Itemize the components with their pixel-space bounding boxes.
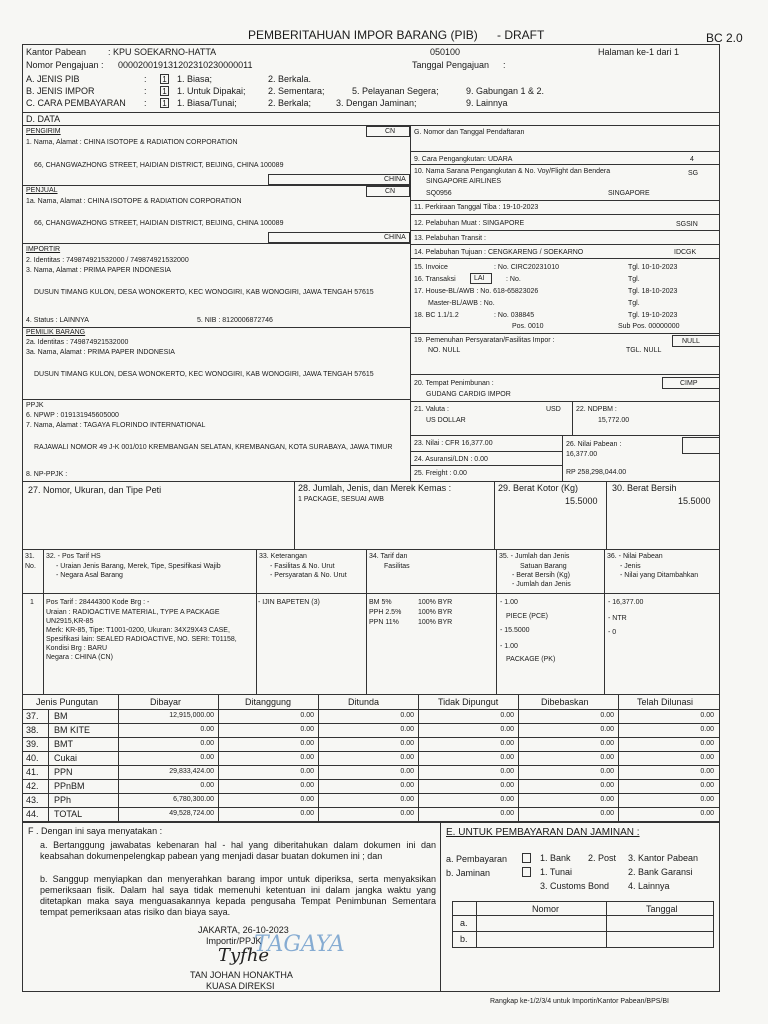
item-no: 1 — [30, 599, 34, 606]
jenis-impor-opt-9: 9. Gabungan 1 & 2. — [466, 86, 545, 96]
items-col-no: 31. — [25, 553, 35, 560]
tax-row-value: 6,780,300.00 — [173, 796, 214, 803]
items-col-negara: - Negara Asal Barang — [56, 572, 123, 579]
tax-head-ditunda: Ditunda — [348, 697, 380, 707]
invoice-date: Tgl. 10-10-2023 — [628, 264, 678, 271]
peti-label: 27. Nomor, Ukuran, dan Tipe Peti — [28, 485, 162, 495]
cara-opt-2: 2. Berkala; — [268, 98, 312, 108]
transaksi-label: 16. Transaksi — [414, 276, 456, 283]
payment-opt-kantor: 3. Kantor Pabean — [628, 853, 699, 863]
tax-row-value: 0.00 — [700, 712, 714, 719]
cara-box: 1 — [160, 98, 169, 108]
page-number: Halaman ke-1 dari 1 — [598, 47, 680, 57]
item-pos-tarif: Pos Tarif : 28444300 Kode Brg : - — [46, 599, 150, 606]
tax-head-dibebaskan: Dibebaskan — [541, 697, 589, 707]
tax-row-value: 0.00 — [400, 712, 414, 719]
items-col-uraian: - Uraian Jenis Barang, Merek, Tipe, Spesifikasi Wajib — [56, 563, 221, 570]
sarana-flag-code: SG — [688, 170, 699, 177]
ppjk-name: 7. Nama, Alamat : TAGAYA FLORINDO INTERNATIONAL — [26, 422, 206, 429]
item-desc-6: Negara : CHINA (CN) — [46, 654, 113, 661]
jaminan-opt-bank-garansi: 2. Bank Garansi — [628, 867, 693, 877]
tax-row-value: 0.00 — [300, 726, 314, 733]
tax-row-value: 0.00 — [300, 796, 314, 803]
tax-row-value: 0.00 — [300, 810, 314, 817]
ppjk-address: RAJAWALI NOMOR 49 J-K 001/010 KREMBANGAN SELATAN, KREMBANGAN, KOTA SURABAYA, JAWA TIMUR — [34, 444, 393, 451]
tax-row-value: 0.00 — [400, 740, 414, 747]
tax-row-number: 40. — [26, 753, 39, 763]
tax-row-value: 0.00 — [700, 768, 714, 775]
transaksi-no: : No. — [506, 276, 521, 283]
bc11-subpos: Sub Pos. 00000000 — [618, 323, 680, 330]
tax-row-number: 43. — [26, 795, 39, 805]
pemenuhan-label: 19. Pemenuhan Persyaratan/Fasilitas Impor : — [414, 337, 555, 344]
items-col-fasilitas: - Fasilitas & No. Urut — [270, 563, 335, 570]
tax-head-ditanggung: Ditanggung — [245, 697, 292, 707]
pemenuhan-no: NO. NULL — [428, 347, 461, 354]
jenis-pib-opt-2: 2. Berkala. — [268, 74, 312, 84]
penimbunan-label: 20. Tempat Penimbunan : — [414, 380, 494, 387]
items-col-berat: - Berat Bersih (Kg) — [512, 572, 570, 579]
item-desc-2: UN2915,KR-85 — [46, 618, 94, 625]
penjual-heading: PENJUAL — [26, 187, 58, 194]
pib-document: PEMBERITAHUAN IMPOR BARANG (PIB) - DRAFT BC 2.0 Kantor Pabean : KPU SOEKARNO-HATTA 050100 Halaman ke-1 dari 1 Nomor Pengajuan : 000020019131202310230000011 Tanggal Pengajuan : A. JENIS PIB : 1 1. Biasa; 2. Berkala. B. JENIS IMPOR : 1 1. Untuk Dipakai; 2. Sementara; 5. Pelayanan Segera; 9. Gabungan 1 & 2. C. CARA PEMBAYARAN : 1 1. Biasa/Tunai; 2. Berkala; 3. Dengan Jaminan; 9. Lainnya D. DATA PENGIRIM CN 1. Nama, Alamat : CHINA ISOTOPE & RADIATION CORPORATION 66, CHANGWAZHONG STREET, HAIDIAN DISTRICT, BEIJING, CHINA 100089 CHINA PENJUAL CN 1a. Nama, Alamat : CHINA ISOTOPE & RADIATION CORPORATION 66, CHANGWAZHONG STREET, HAIDIAN DISTRICT, BEIJING, CHINA 100089 CHINA IMPORTIR 2. Identitas : 749874921532000 / 749874921532000 3. Nama, Alamat : PRIMA PAPER INDONESIA DUSUN TIMANG KULON, DESA WONOKERTO, KEC WONOGIRI, KAB WONOGIRI, JAWA TENGAH 57615 4. Status : LAINNYA 5. NIB : 8120006872746 PEMILIK BARANG 2a. Identitas : 749874921532000 3a. Nama, Alamat : PRIMA PAPER INDONESIA DUSUN TIMANG KULON, DESA WONOKERTO, KEC WONOGIRI, KAB WONOGIRI, JAWA TENGAH 57615 PPJK 6. NPWP : 019131945605000 7. Nama, Alamat : TAGAYA FLORINDO INTERNATIONAL RAJAWALI NOMOR 49 J-K 001/010 KREMBANGAN SELATAN, KREMBANGAN, KOTA SURABAYA, JAWA TIMUR 8. NP-PPJK : G. Nomor dan Tanggal Pendaftaran 9. Cara Pengangkutan: UDARA 4 10. Nama Sarana Pengangkutan & No. Voy/Flight dan Bendera SG SINGAPORE AIRLINES SQ0956 SINGAPORE 11. Perkiraan Tanggal Tiba : 19-10-2023 12. Pelabuhan Muat : SINGAPORE SGSIN 13. Pelabuhan Transit : 14. Pelabuhan Tujuan : CENGKARENG / SOEKARNO IDCGK 15. Invoice : No. CIRC20231010 Tgl. 10-10-2023 16. Transaksi LAI : No. Tgl. 17. House-BL/AWB : No. 618-65823026 Tgl. 18-10-2023 Master-BL/AWB : No. Tgl. 18. BC 1.1/1.2 : No. 038845 Tgl. 19-10-2023 Pos. 0010 Sub Pos. 00000000 19. Pemenuhan Persyaratan/Fasilitas Impor : NULL NO. NULL TGL. NULL 20. Tempat Penimbunan : CIMP GUDANG CARDIG IMPOR 21. Valuta : USD US DOLLAR 22. NDPBM : 15,772.00 23. Nilai : CFR 16,377.00 26. Nilai Pabean : 16,377.00 24. Asuransi/LDN : 0.00 25. Freight : 0.00 RP 258,298,044.00 27. Nomor, Ukuran, dan Tipe Peti 28. Jumlah, Jenis, dan Merek Kemas : 1 PACKAGE, SESUAI AWB 29. Berat Kotor (Kg) 15.5000 30. Berat Bersih 15.5000 31. No. 32. - Pos Tarif HS - Uraian Jenis Barang, Merek, Tipe, Spesifikasi Wajib - Negara Asal Barang 33. Keterangan - Fasilitas & No. Urut - Persyaratan & No. Urut 34. Tarif dan Fasilitas 35. - Jumlah dan Jenis Satuan Barang - Berat Bersih (Kg) - Jumlah dan Jenis 36. - Nilai Pabean - Jenis - Nilai yang Ditambahkan 1 Pos Tarif : 28444300 Kode Brg : - Uraian : RADIOACTIVE MATERIAL, TYPE A PACKAGE UN2915,KR-85 Merk: KR-85, Tipe: T1001-0200, Ukuran: 34X29X43 CASE, Spesifikasi lain: SEALED RADIOACTIVE, NO. SERI: T01158, Kondisi Brg : BARU Negara : CHINA (CN) - IJIN BAPETEN (3) BM 5% 100% BYR PPH 2.5% 100% BYR PPN 11% 100% BYR - 1.00 PIECE (PCE) - 15.5000 - 1.00 PACKAGE (PK) - 16,377.00 - NTR - 0 Jenis Pungutan Dibayar Ditanggung Ditunda Tidak Dipungut Dibebaskan Telah Dilunasi 37. BM 12,915,000.00 0.00 0.00 0.00 0.00 0.00 38. BM KITE 0.00 0.00 0.00 0.00 0.00 0.00 39. BMT 0.00 0.00 0.00 0.00 0.00 0.00 40. Cukai 0.00 0.00 0.00 0.00 0.00 0.00 41. PPN 29,833,424.00 0.00 0.00 0.00 0.00 0.00 42. PPnBM 0.00 0.00 0.00 0.00 0.00 0.00 43. PPh 6,780,300.00 0.00 0.00 0.00 0.00 0.00 44. TOTAL 49,528,724.00 0.00 0.00 0.00 0.00 0.00 F . Dengan ini saya menyatakan : a. Bertanggung jawabatas kebenaran hal - hal yang diberitahukan dalam dokumen ini dan keabsahan dokumenpelengkap pabean yang menjadi dasar buatan dokumen ini ; dan b. Sanggup menyiapkan dan menyerahkan barang impor untuk diperiksa, serta menyaksikan pemeriksaan fisik. Dalam hal saya tidak memenuhi ketentuan ini dalam jangka waktu yang ditetapkan maka saya menguasakannya kepada pengusaha Tempat Penimbunan Sementara tempat pemeriksaan atas risiko dan biaya saya. JAKARTA, 26-10-2023 Importir/PPJK TAGAYA Tyfhe TAN JOHAN HONAKTHA KUASA DIREKSI E. UNTUK PEMBAYARAN DAN JAMINAN : a. Pembayaran 1. Bank 2. Post 3. Kantor Pabean b. Jaminan 1. Tunai 2. Bank Garansi 3. Customs Bond 4. Lainnya Nomor Tanggal a. b. Rangkap ke-1/2/3/4 untuk Importir/Kantor Pabean/BPS/BI — [0, 0, 768, 1024]
payment-table-nomor: Nomor — [532, 904, 560, 914]
pemilik-identitas: 2a. Identitas : 749874921532000 — [26, 339, 129, 346]
tax-row-value: 0.00 — [600, 754, 614, 761]
tax-head-telah-dilunasi: Telah Dilunasi — [637, 697, 694, 707]
jaminan-label: b. Jaminan — [446, 868, 491, 878]
tax-row-value: 0.00 — [300, 754, 314, 761]
tanggal-label: Tanggal Pengajuan — [412, 60, 490, 70]
tax-row-value: 0.00 — [400, 810, 414, 817]
tax-row-value: 0.00 — [400, 754, 414, 761]
ndpbm-value: 15,772.00 — [598, 417, 630, 424]
tax-row-name: PPnBM — [54, 781, 85, 791]
payment-table-tanggal: Tanggal — [646, 904, 678, 914]
transaksi-date: Tgl. — [628, 276, 640, 283]
items-col-ditambahkan: - Nilai yang Ditambahkan — [620, 572, 699, 579]
penimbunan-value: GUDANG CARDIG IMPOR — [426, 391, 511, 398]
tax-row-value: 0.00 — [700, 810, 714, 817]
tax-row-value: 0.00 — [500, 768, 514, 775]
kantor-code: 050100 — [430, 47, 461, 57]
tax-row-name: BMT — [54, 739, 73, 749]
cara-opt-3: 3. Dengan Jaminan; — [336, 98, 417, 108]
tax-row-value: 0.00 — [500, 726, 514, 733]
sarana-label: 10. Nama Sarana Pengangkutan & No. Voy/Flight dan Bendera — [414, 168, 611, 175]
items-col-jenis: - Jenis — [620, 563, 641, 570]
invoice-label: 15. Invoice — [414, 264, 448, 271]
pengirim-heading: PENGIRIM — [26, 128, 61, 135]
importir-name: 3. Nama, Alamat : PRIMA PAPER INDONESIA — [26, 267, 171, 274]
company-stamp: TAGAYA — [254, 932, 345, 957]
tax-row-value: 49,528,724.00 — [169, 810, 214, 817]
item-desc-1: Uraian : RADIOACTIVE MATERIAL, TYPE A PACKAGE — [46, 609, 220, 616]
tax-row-value: 0.00 — [600, 810, 614, 817]
tax-row-value: 0.00 — [400, 768, 414, 775]
tax-row-value: 0.00 — [600, 796, 614, 803]
tax-row-value: 0.00 — [300, 740, 314, 747]
pemenuhan-code: NULL — [682, 338, 700, 345]
tax-head-tidak-dipungut: Tidak Dipungut — [438, 697, 499, 707]
jenis-impor-box: 1 — [160, 86, 169, 96]
penjual-country: CHINA — [384, 234, 406, 241]
nilai-cfr: 23. Nilai : CFR 16,377.00 — [414, 440, 493, 447]
tax-row-value: 0.00 — [600, 726, 614, 733]
signer-title: KUASA DIREKSI — [206, 981, 275, 991]
importir-address: DUSUN TIMANG KULON, DESA WONOKERTO, KEC WONOGIRI, KAB WONOGIRI, JAWA TENGAH 57615 — [34, 289, 374, 296]
tax-row-value: 0.00 — [500, 754, 514, 761]
item-qty-unit: PIECE (PCE) — [506, 613, 549, 620]
pengirim-code: CN — [385, 128, 396, 135]
pengirim-country: CHINA — [384, 176, 406, 183]
item-desc-3: Merk: KR-85, Tipe: T1001-0200, Ukuran: 34X29X43 CASE, — [46, 627, 230, 634]
payment-opt-bank: 1. Bank — [540, 853, 571, 863]
payment-table-row-a: a. — [460, 918, 468, 928]
kemas-label: 28. Jumlah, Jenis, dan Merek Kemas : — [298, 483, 452, 493]
sarana-flag: SINGAPORE — [608, 190, 650, 197]
item-tarif-2-fas: 100% BYR — [418, 609, 453, 616]
berat-kotor-label: 29. Berat Kotor (Kg) — [498, 483, 579, 493]
pelabuhan-tujuan: 14. Pelabuhan Tujuan : CENGKARENG / SOEKARNO — [414, 249, 584, 256]
payment-title: E. UNTUK PEMBAYARAN DAN JAMINAN : — [446, 827, 640, 838]
item-net-weight: - 15.5000 — [500, 627, 530, 634]
tax-row-value: 29,833,424.00 — [169, 768, 214, 775]
item-tarif-2: PPH 2.5% — [369, 609, 402, 616]
cara-opt-9: 9. Lainnya — [466, 98, 508, 108]
bc11-date: Tgl. 19-10-2023 — [628, 312, 678, 319]
tax-row-value: 0.00 — [500, 712, 514, 719]
items-col-tarif-sub: Fasilitas — [384, 563, 410, 570]
kantor-label: Kantor Pabean — [26, 47, 87, 57]
tax-row-value: 0.00 — [700, 754, 714, 761]
tax-row-name: PPN — [54, 767, 73, 777]
valuta-label: 21. Valuta : — [414, 406, 449, 413]
sign-role: Importir/PPJK — [206, 936, 262, 946]
sign-place-date: JAKARTA, 26-10-2023 — [198, 925, 289, 935]
tax-row-value: 0.00 — [500, 782, 514, 789]
nilai-pabean-label: 26. Nilai Pabean : — [566, 441, 622, 448]
tax-row-value: 0.00 — [600, 740, 614, 747]
item-pkg-qty: - 1.00 — [500, 643, 518, 650]
pelabuhan-muat-code: SGSIN — [676, 221, 698, 228]
payment-label: a. Pembayaran — [446, 854, 508, 864]
tax-row-number: 39. — [26, 739, 39, 749]
pelabuhan-muat: 12. Pelabuhan Muat : SINGAPORE — [414, 220, 525, 227]
items-col-no-sub: No. — [25, 563, 36, 570]
item-nilai-pabean: - 16,377.00 — [608, 599, 644, 606]
tax-row-value: 0.00 — [500, 810, 514, 817]
nomor-label: Nomor Pengajuan : — [26, 60, 104, 70]
freight: 25. Freight : 0.00 — [414, 470, 467, 477]
tax-row-value: 12,915,000.00 — [169, 712, 214, 719]
sarana-flight: SQ0956 — [426, 190, 452, 197]
jaminan-box — [522, 867, 531, 877]
house-bl-date: Tgl. 18-10-2023 — [628, 288, 678, 295]
cara-pengangkutan: 9. Cara Pengangkutan: UDARA — [414, 156, 513, 163]
tax-head-jenis: Jenis Pungutan — [36, 697, 99, 707]
jenis-pib-label: A. JENIS PIB — [26, 74, 80, 84]
pemilik-name: 3a. Nama, Alamat : PRIMA PAPER INDONESIA — [26, 349, 175, 356]
penimbunan-code: CIMP — [680, 380, 698, 387]
nilai-pabean-usd: 16,377.00 — [566, 451, 598, 458]
signer-name: TAN JOHAN HONAKTHA — [190, 970, 293, 980]
tax-row-value: 0.00 — [400, 726, 414, 733]
penjual-code: CN — [385, 188, 396, 195]
tax-row-value: 0.00 — [500, 796, 514, 803]
transaksi-code: LAI — [474, 275, 485, 282]
jaminan-opt-tunai: 1. Tunai — [540, 867, 573, 877]
tax-row-name: BM — [54, 711, 68, 721]
nomor-value: 000020019131202310230000011 — [118, 60, 253, 70]
asuransi: 24. Asuransi/LDN : 0.00 — [414, 456, 488, 463]
tax-row-name: Cukai — [54, 753, 78, 763]
item-tarif-1-fas: 100% BYR — [418, 599, 453, 606]
ndpbm-label: 22. NDPBM : — [576, 406, 617, 413]
valuta-value: US DOLLAR — [426, 417, 466, 424]
invoice-no: : No. CIRC20231010 — [494, 264, 559, 271]
importir-status: 4. Status : LAINNYA — [26, 317, 89, 324]
nilai-pabean-rp: RP 258,298,044.00 — [566, 469, 627, 476]
bc11-no: : No. 038845 — [494, 312, 535, 319]
berat-kotor-value: 15.5000 — [565, 496, 598, 506]
tax-row-value: 0.00 — [200, 726, 214, 733]
rangkap-note: Rangkap ke-1/2/3/4 untuk Importir/Kantor Pabean/BPS/BI — [490, 998, 669, 1005]
declaration-title: F . Dengan ini saya menyatakan : — [28, 826, 163, 836]
perkiraan-tiba: 11. Perkiraan Tanggal Tiba : 19-10-2023 — [414, 204, 539, 211]
tax-row-value: 0.00 — [300, 712, 314, 719]
tax-head-dibayar: Dibayar — [150, 697, 182, 707]
item-tarif-3-fas: 100% BYR — [418, 619, 453, 626]
tax-row-value: 0.00 — [400, 782, 414, 789]
items-col-satuan: Satuan Barang — [520, 563, 567, 570]
draft-label: - DRAFT — [497, 28, 545, 42]
form-code: BC 2.0 — [706, 31, 743, 45]
tax-row-value: 0.00 — [700, 796, 714, 803]
items-col-pos: 32. - Pos Tarif HS — [46, 553, 101, 560]
item-qty: - 1.00 — [500, 599, 518, 606]
master-bl: Master-BL/AWB : No. — [428, 300, 495, 307]
house-bl: 17. House-BL/AWB : No. 618-65823026 — [414, 288, 539, 295]
tax-row-value: 0.00 — [600, 768, 614, 775]
bc11-label: 18. BC 1.1/1.2 — [414, 312, 459, 319]
tax-row-name: BM KITE — [54, 725, 91, 735]
jenis-pib-box: 1 — [160, 74, 169, 84]
payment-table-row-b: b. — [460, 934, 468, 944]
tax-row-value: 0.00 — [300, 782, 314, 789]
tax-row-number: 41. — [26, 767, 39, 777]
tax-row-value: 0.00 — [400, 796, 414, 803]
pelabuhan-tujuan-code: IDCGK — [674, 249, 697, 256]
bc11-pos: Pos. 0010 — [512, 323, 544, 330]
item-ditambahkan: - 0 — [608, 629, 617, 636]
tax-row-value: 0.00 — [500, 740, 514, 747]
tax-row-name: TOTAL — [54, 809, 83, 819]
jenis-impor-opt-5: 5. Pelayanan Segera; — [352, 86, 439, 96]
pelabuhan-transit: 13. Pelabuhan Transit : — [414, 235, 486, 242]
tax-row-number: 37. — [26, 711, 39, 721]
tax-row-value: 0.00 — [600, 712, 614, 719]
items-col-nilai: 36. - Nilai Pabean — [607, 553, 663, 560]
tax-row-value: 0.00 — [700, 726, 714, 733]
item-tarif-3: PPN 11% — [369, 619, 399, 626]
tax-row-name: PPh — [54, 795, 72, 805]
valuta-code: USD — [546, 406, 561, 413]
pengirim-address: 66, CHANGWAZHONG STREET, HAIDIAN DISTRICT, BEIJING, CHINA 100089 — [34, 162, 284, 169]
pengirim-name: 1. Nama, Alamat : CHINA ISOTOPE & RADIATION CORPORATION — [26, 139, 238, 146]
penjual-address: 66, CHANGWAZHONG STREET, HAIDIAN DISTRICT, BEIJING, CHINA 100089 — [34, 220, 284, 227]
tax-row-value: 0.00 — [200, 754, 214, 761]
section-g: G. Nomor dan Tanggal Pendaftaran — [414, 129, 525, 136]
kemas-value: 1 PACKAGE, SESUAI AWB — [298, 496, 384, 503]
jenis-pib-opt-1: 1. Biasa; — [177, 74, 213, 84]
ppjk-heading: PPJK — [26, 402, 44, 409]
payment-opt-post: 2. Post — [588, 853, 617, 863]
item-desc-5: Kondisi Brg : BARU — [46, 645, 108, 652]
items-col-jumlah-kemas: - Jumlah dan Jenis — [512, 581, 571, 588]
jenis-impor-label: B. JENIS IMPOR — [26, 86, 95, 96]
tax-row-number: 38. — [26, 725, 39, 735]
master-bl-date: Tgl. — [628, 300, 640, 307]
declaration-b: b. Sanggup menyiapkan dan menyerahkan barang impor untuk diperiksa, serta menyaksikan pemeriksaan fisik. Dalam hal saya tidak memenuhi ketentuan ini dalam jangka waktu yang ditetapkan maka saya menguasakannya kepada pengusaha Tempat Penimbunan Sementara tempat pemeriksaan atas risiko dan biaya saya. — [40, 874, 436, 917]
ppjk-npwp: 6. NPWP : 019131945605000 — [26, 412, 119, 419]
tax-row-value: 0.00 — [200, 782, 214, 789]
tax-row-value: 0.00 — [300, 768, 314, 775]
importir-nib: 5. NIB : 8120006872746 — [197, 317, 273, 324]
berat-bersih-value: 15.5000 — [678, 496, 711, 506]
section-d-label: D. DATA — [26, 114, 61, 124]
tax-row-value: 0.00 — [600, 782, 614, 789]
pemilik-address: DUSUN TIMANG KULON, DESA WONOKERTO, KEC WONOGIRI, KAB WONOGIRI, JAWA TENGAH 57615 — [34, 371, 374, 378]
items-col-persyaratan: - Persyaratan & No. Urut — [270, 572, 347, 579]
item-pkg-unit: PACKAGE (PK) — [506, 656, 556, 663]
item-desc-4: Spesifikasi lain: SEALED RADIOACTIVE, NO. SERI: T01158, — [46, 636, 237, 643]
jaminan-opt-lainnya: 4. Lainnya — [628, 881, 670, 891]
berat-bersih-label: 30. Berat Bersih — [612, 483, 677, 493]
items-col-tarif: 34. Tarif dan — [369, 553, 408, 560]
penjual-name: 1a. Nama, Alamat : CHINA ISOTOPE & RADIATION CORPORATION — [26, 198, 242, 205]
ppjk-np: 8. NP-PPJK : — [26, 471, 68, 478]
payment-box — [522, 853, 531, 863]
importir-heading: IMPORTIR — [26, 246, 61, 253]
item-jenis: - NTR — [608, 615, 627, 622]
item-keterangan: - IJIN BAPETEN (3) — [258, 599, 320, 606]
tax-row-value: 0.00 — [200, 740, 214, 747]
tax-row-number: 44. — [26, 809, 39, 819]
declaration-a: a. Bertanggung jawabatas kebenaran hal - hal yang diberitahukan dalam dokumen ini dan keabsahan dokumenpelengkap pabean yang menjadi dasar buatan dokumen ini ; dan — [40, 840, 436, 861]
signature: Tyfhe — [218, 945, 270, 966]
jenis-impor-opt-1: 1. Untuk Dipakai; — [177, 86, 246, 96]
item-tarif-1: BM 5% — [369, 599, 392, 606]
items-col-jumlah: 35. - Jumlah dan Jenis — [499, 553, 570, 560]
importir-identitas: 2. Identitas : 749874921532000 / 749874921532000 — [26, 257, 189, 264]
tax-row-value: 0.00 — [700, 740, 714, 747]
kantor-value: : KPU SOEKARNO-HATTA — [108, 47, 217, 57]
pemenuhan-tgl: TGL. NULL — [626, 347, 662, 354]
tax-row-value: 0.00 — [700, 782, 714, 789]
jaminan-opt-customs-bond: 3. Customs Bond — [540, 881, 610, 891]
pemilik-heading: PEMILIK BARANG — [26, 329, 86, 336]
cara-opt-1: 1. Biasa/Tunai; — [177, 98, 237, 108]
jenis-impor-opt-2: 2. Sementara; — [268, 86, 325, 96]
sarana-name: SINGAPORE AIRLINES — [426, 178, 502, 185]
cara-pengangkutan-code: 4 — [690, 156, 694, 163]
document-title: PEMBERITAHUAN IMPOR BARANG (PIB) — [248, 28, 478, 42]
items-col-ket: 33. Keterangan — [259, 553, 307, 560]
cara-label: C. CARA PEMBAYARAN — [26, 98, 126, 108]
tax-row-number: 42. — [26, 781, 39, 791]
